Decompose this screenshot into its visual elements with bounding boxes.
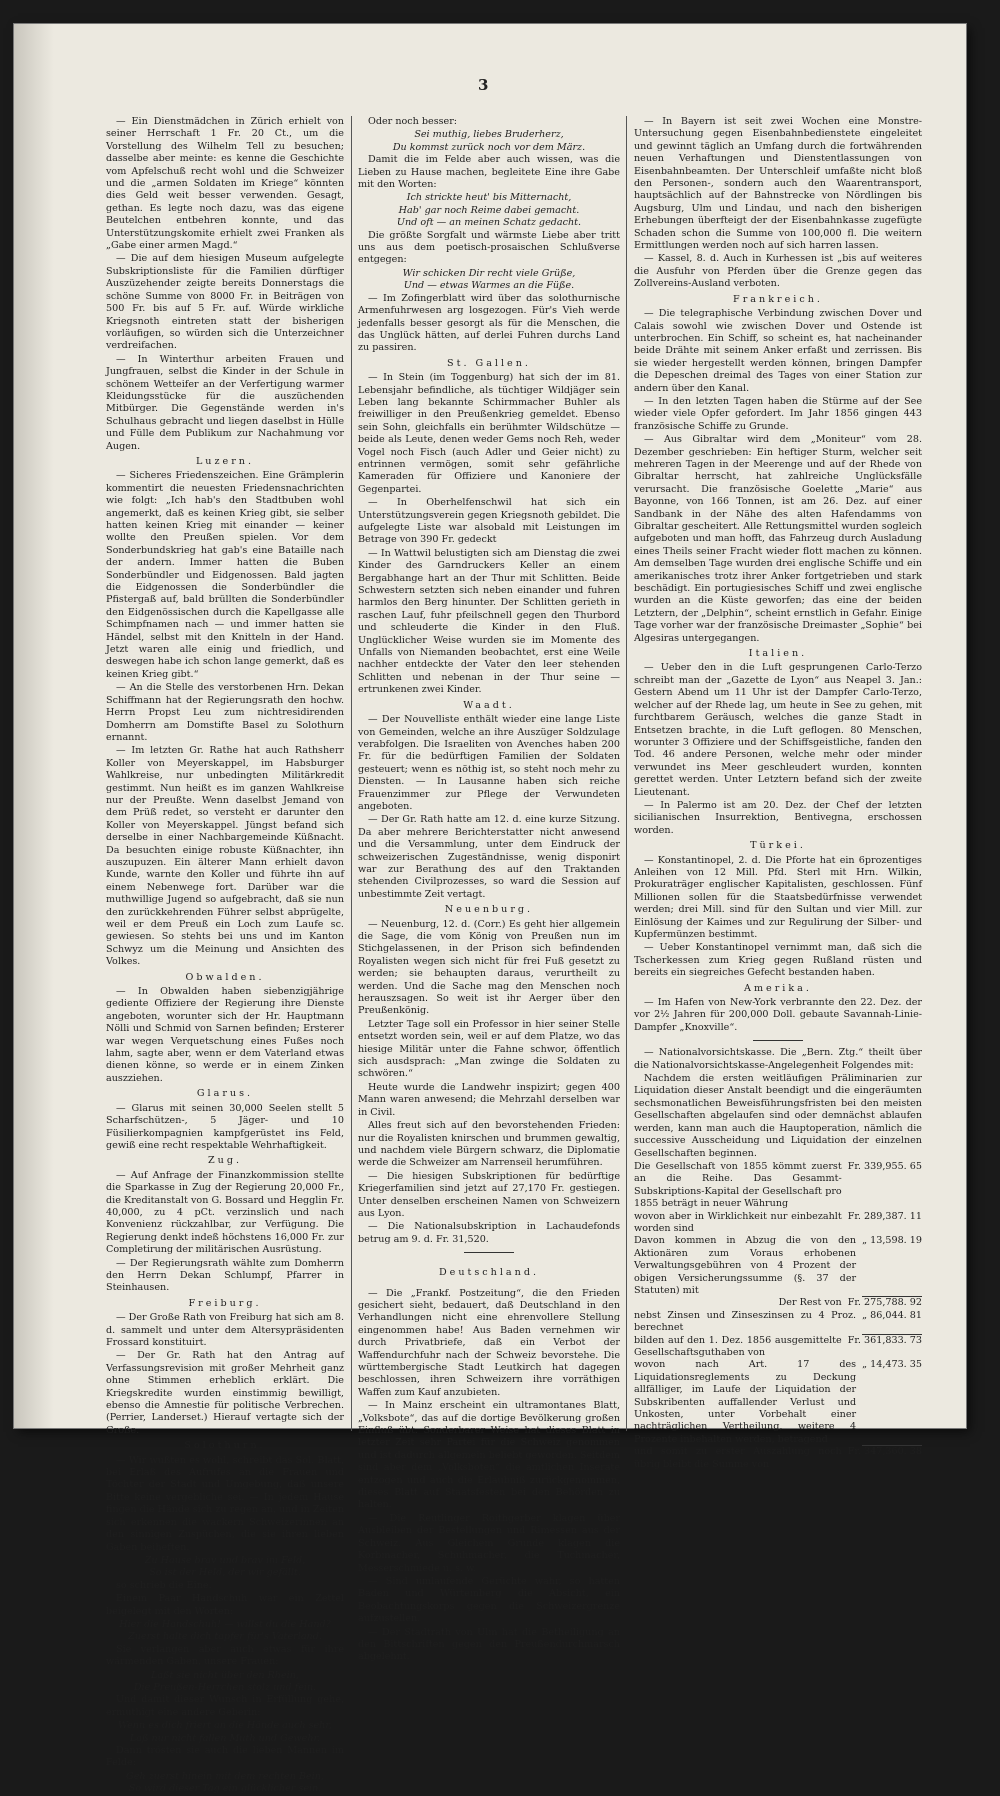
financial-label: Davon kommen in Abzug die von den Aktionären zum Voraus erhobenen Verwaltungsgebühren von 4 Prozent der obigen Versicherungssumme (§. 37 der Statuten) mit [634, 1235, 857, 1296]
section-heading-freiburg: Freiburg. [188, 1297, 262, 1309]
article-paragraph: — Der Gr. Rath hatte am 12. d. eine kurze Sitzung. Da aber mehrere Berichterstatter nicht anwesend und die Versammlung, unter dem Eindruck der schweizerischen Zugeständnisse, wenig disponirt war zur Berathung des auf den Traktanden stehenden Civilprozesses, so ward die Session auf unbestimmte Zeit vertagt. [358, 814, 620, 900]
verse-line: Laßt sie nicht über den Rhein, [151, 1669, 299, 1681]
article-paragraph: — In Oberhelfenschwil hat sich ein Unterstützungsverein gegen Kriegsnoth gebildet. Die aufgelegte Liste war alsobald mit Leistungen im Betrage von 390 Fr. gedeckt [358, 497, 620, 546]
verse-line: Zuerst halte dich tapfer für's Vaterland. [128, 1631, 322, 1643]
financial-row [634, 1161, 922, 1211]
article-paragraph: — In Palermo ist am 20. Dez. der Chef der letzten sicilianischen Insurrektion, Bentivegna, erschossen worden. [634, 799, 922, 836]
page-number: 3 [478, 76, 489, 94]
article-paragraph: — In Mainz erscheint ein ultramontanes Blatt, „Volksbote“, das auf die dortige Bevölkerung großen Einfluß übt. Sonderbarer Weise hat dieses Blatt in letzter Zeit sehr Partei für die Schweiz genommen und ist dadurch allgemein beliebt geworden. Seitdem sind aber dem „Volksboten“ die amtlichen Inserate entzogen und auch die Erlaubniß zurückgenommen, dieses Blatt auf Staatsfesten bei den Behörden zu halten. [358, 1400, 620, 1511]
verse-line: Sei muthig, liebes Bruderherz, [414, 129, 564, 141]
financial-label: und somit zu erster Auszahlung noch übrig bleibt die Summe von [634, 1446, 842, 1470]
financial-label: nebst Zinsen und Zinseszinsen zu 4 Proz. berechnet [634, 1309, 857, 1334]
section-heading-solothurn: Solothurn. [184, 1440, 266, 1452]
article-paragraph: — In Obwalden haben siebenzigjährige gediente Offiziere der Regierung ihre Dienste angeboten, worunter sich der Hr. Hauptmann Nölli und Schmid von Sarnen befinden; Ersterer war wegen Verquetschung eines Fußes noch lahm, sagte aber, wenn er dem Vaterland etwas dienen könne, so werde er in einem Zinken auszziehen. [106, 986, 344, 1084]
article-paragraph: — Nationalvorsichtskasse. Die „Bern. Ztg.“ theilt über die Nationalvorsichtskasse-Angelegenheit Folgendes mit: [634, 1047, 922, 1071]
verse-line: Ich strickte heut' bis Mitternacht, [406, 192, 572, 204]
article-paragraph: — In Bayern ist seit zwei Wochen eine Monstre-Untersuchung gegen Eisenbahnbedienstete eingeleitet und gewinnt täglich an Umfang durch die fortwährenden neuen Verhaftungen und Dienstentlassungen von Eisenbahnbeamten. Der Unterschleif umfaßte nicht bloß den Personen-, sondern auch den Waarentransport, hauptsächlich auf der Bahnstrecke von Nördlingen bis Augsburg, Ulm und Lindau, und nach den bisherigen Erhebungen überfteigt der der Eisenbahnkasse zugefügte Schaden schon die Summe von 100,000 fl. Die weitern Ermittlungen werden noch auf sich harren lassen. [634, 116, 922, 252]
article-paragraph: — Der Große Rath von Freiburg hat sich am 8. d. sammelt und unter dem Altersypräsidenten Frossard konstituirt. [106, 1312, 344, 1348]
column-rule-2 [626, 116, 627, 1431]
section-heading-frankreich: Frankreich. [733, 293, 823, 305]
article-paragraph: Oder noch besser: [368, 116, 458, 127]
financial-amount: Fr. 347,360. 38 [847, 1446, 922, 1458]
article-paragraph: — Im letzten Gr. Rathe hat auch Rathsherr Koller von Meyerskappel, im Habsburger Wahlkreise, nur unbedingten Militärkredit gestimmt. Nun heißt es im ganzen Wahlkreise nur der Preußte. Wenn daselbst Jemand von dem Prüß redet, so versteht er darunter den Koller von Meyerskappel. Jüngst befand sich derselbe in einer Nachbargemeinde Küßnacht. Da besuchten einige robuste Küßnachter, ihn auszupuzen. Ein älterer Mann erhielt davon Kunde, warnte den Koller und führte ihn auf einem Nebenwege fort. Darüber war die muthwillige Jugend so aufgebracht, daß sie nun den zurückkehrenden Führer selbst abprügelte, weil er dem Preuß ein Loch zum Laufe sc. gewiesen. So stehts bei uns und im Kanton Schwyz um die Meinung und Ansichten des Volkes. [106, 745, 344, 968]
financial-amount: Fr. 275,788. 92 [847, 1297, 922, 1309]
article-paragraph: — Die hiesigen Subskriptionen für bedürftige Kriegerfamilien sind jetzt auf 27,170 Fr. gestiegen. Unter denselben erscheinen Namen von Schweizern aus Lyon. [358, 1170, 620, 1219]
verse-line: Hier die Handschuh! — willst du die Hand? [119, 1618, 331, 1630]
financial-row [634, 1335, 922, 1360]
section-heading-st-gallen: St. Gallen. [447, 357, 531, 369]
article-paragraph: — Ueber Konstantinopel vernimmt man, daß sich die Tscherkessen zum Krieg gegen Rußland rüsten und bereits ein siegreiches Gefecht bestanden haben. [634, 942, 922, 979]
verse-line: So wird dieser Tag ein glücklicher sein. [128, 1783, 322, 1795]
article-paragraph: — Der Stadtrath von Ulm hat die Betheiligung an den Bittschriften gegen den Preußendurchmarsch abgelehnt. [358, 1626, 620, 1663]
article-paragraph: — Der Gr. Rath hat den Antrag auf Verfassungsrevision mit großer Mehrheit ganz ohne Stimmen erheblich erklärt. Die Kriegskredite wurden einstimmig bewilligt, ebenso die Amnestie für politische Verbrechen. (Perrier, Landerset.) Hierauf vertagte sich der Große. [106, 1350, 344, 1436]
column-3 [634, 116, 922, 1470]
article-paragraph: Damit die im Felde aber auch wissen, was die Lieben zu Hause machen, begleitete Eine ihre Gabe mit den Worten: [358, 154, 620, 191]
article-paragraph: Einem Paar Handschuh war ein Zettel beigelegt mit den Worten: [106, 1593, 344, 1617]
section-heading-neuenburg: Neuenburg. [444, 904, 534, 916]
article-paragraph: — Sicheres Friedenszeichen. Eine Grämplerin kommentirt die neuesten Friedensnachrichten wie folgt: „Ich hab's den Stadtbuben wohl angemerkt, daß es keinen Krieg gibt, sie selber hatten keinen Krieg mit einander — keiner wollte den Preußen spielen. Vor dem Sonderbundskrieg hat gab's eine Bataille nach der andern. Immer hatten die Buben Sonderbündler und Eidgenossen. Bald jagten die Eidgenossen die Sonderbündler die Pfistergaß auf, bald brüllten die Sonderbündler den Eidgenössischen durch die Kapellgasse alle Schimpfnamen nach — und immer hatten sie Händel, selbst mit den Knitteln in der Hand. Jetzt waren alle einig und friedlich, und deswegen habe ich schon lange gemerkt, daß es keinen Krieg gibt.“ [106, 470, 344, 680]
article-paragraph: — Die Nationalsubskription in Lachaudefonds betrug am 9. d. Fr. 31,520. [358, 1221, 620, 1245]
financial-row [634, 1446, 922, 1471]
article-paragraph: — Kassel, 8. d. Auch in Kurhessen ist „bis auf weiteres die Ausfuhr von Pferden über die Grenze gegen das Zollvereins-Ausland verboten. [634, 253, 922, 290]
article-paragraph: — Neuenburg, 12. d. (Corr.) Es geht hier allgemein die Sage, die vom König von Preußen nun im Stichgelassenen, in der Prison sich befindenden Royalisten wegen sich nicht für frei Fuß gesetzt zu werden; sie behaupten daraus, verurtheilt zu werden. Und die Sache mag den Menschen noch herauszsagen. So weit ist ihr Aerger über den Preußenkönig. [358, 918, 620, 1017]
article-paragraph: Und damit dieser Wunsch in Erfüllung gehe, ermuthigt eine andere Geberin: [106, 1694, 344, 1718]
article-paragraph: — Im Zofingerblatt wird über das solothurnische Armenfuhrwesen arg losgezogen. Für's Vieh werde jedenfalls besser gesorgt als für die Menschen, die das Unglück hätten, auf derlei Fuhren durchs Land zu passiren. [358, 292, 620, 354]
article-paragraph: so schrieb die Eine. [116, 1579, 212, 1591]
article-paragraph: Dann trösten sie auch die lieben Mannen im Felde: [106, 1745, 344, 1769]
newspaper-page [14, 24, 966, 1795]
section-heading-obwalden: Obwalden. [185, 971, 265, 983]
verse-line: So ist der Held, der wir gefällt. [149, 1567, 301, 1579]
section-divider [464, 1252, 514, 1253]
article-paragraph: — Aus Gibraltar wird dem „Moniteur“ vom 28. Dezember geschrieben: Ein heftiger Sturm, welcher seit mehreren Tagen in der Meerenge und auf der Rhede von Gibraltar herrscht, hat zahlreiche Unglücksfälle verursacht. Die französische Goelette „Marie“ aus Bayonne, von 166 Tonnen, ist am 26. Dez. auf einer Sandbank in der Nähe des alten Hafendamms von Gibraltar gescheitert. Alle Rettungsmittel wurden sogleich aufgeboten und man hofft, das Fahrzeug durch Ausladung eines Theils seiner Fracht wieder flott machen zu können. Am demselben Tage wurden drei englische Schiffe und ein amerikanisches trotz ihrer Anker fortgetrieben und stark beschädigt. Ein portugiesisches Schiff und zwei englische wurden an die Küste geworfen; das eine der beiden Letztern, der „Delphin“, scheint ernstlich in Gefahr. Einige Tage vorher war der französische Dreimaster „Sophie“ bei Algesiras untergegangen. [634, 434, 922, 644]
financial-label: Die Gesellschaft von 1855 kömmt zuerst an die Reihe. Das Gesammt-Subskriptions-Kapital der Gesellschaft pro 1855 beträgt in neuer Währung [634, 1160, 842, 1210]
article-paragraph: — In den letzten Tagen haben die Stürme auf der See wieder viele Opfer gefordert. Im Jahr 1856 gingen 443 französische Schiffe zu Grunde. [634, 395, 922, 432]
financial-amount: Fr. 289,387. 11 [847, 1210, 922, 1222]
section-heading-zug: Zug. [207, 1155, 243, 1167]
verse-line: Geh zuerst hinein mit dem rechten Bein, [126, 1770, 324, 1782]
article-paragraph: Alles freut sich auf den bevorstehenden Frieden: nur die Royalisten knirschen und brummen gewaltig, und nachdem viele Bürgern schwarz, die Diplomatie werde die Schweizer am Narrenseil herumführen. [358, 1120, 620, 1169]
article-paragraph: — Der Nouvelliste enthält wieder eine lange Liste von Gemeinden, welche an ihre Auszüger Soldzulage verabfolgen. Die Israeliten von Avenches haben 200 Fr. für die bedürftigen Familien der Soldaten gesteuert; wenn es nöthig ist, so steht noch mehr zu Diensten. — In Lausanne haben sich reiche Frauenzimmer zur Pflege der Verwundeten angeboten. [358, 714, 620, 812]
article-paragraph: — Der Regierungsrath wählte zum Domherrn den Herrn Dekan Schlumpf, Pfarrer in Steinhausen. [106, 1257, 344, 1294]
article-paragraph: — Auf Anfrage der Finanzkommission stellte die Sparkasse in Zug der Regierung 20,000 Fr., die Kreditanstalt von G. Bossard und Hegglin Fr. 40,000, zu 4 pCt. verzinslich und nach Konvenienz rückzahlbar, zur Verfügung. Die Regierung denkt indeß höchstens 16,000 Fr. zur Completirung der militärischen Ausrüstung. [106, 1169, 344, 1256]
article-paragraph: Sie verlangen aber auch etwas für ihre wärmenden Gaben, unsere Frauen: [106, 1643, 344, 1668]
article-paragraph: — In Winterthur arbeiten Frauen und Jungfrauen, selbst die Kinder in der Schule in schönem Wetteifer an der Verfertigung warmer Kleidungsstücke für die auszüchenden Mitbürger. Die Gegenstände werden in's Schulhaus gebracht und liegen daselbst in Hülle und Fülle dem Publikum zur Nachahmung vor Augen. [106, 353, 344, 452]
verse-line: Wenn es dich friert an die Hände auch sehr, [118, 1720, 332, 1732]
column-rule-1 [351, 116, 352, 1431]
article-paragraph: — Die Reutlinger Roithgerber klagen über Ausbleiben der Bestellungen und Rimessen aus der Schweiz. Aus Gleichem Grunde klagen die Korbmacher, Schuhmacher, die Tuchmacher, Messerschmiede u. s. w. [358, 1512, 620, 1574]
article-paragraph: Heute wurde die Landwehr inspizirt; gegen 400 Mann waren anwesend; die Mehrzahl derselben war in Civil. [358, 1081, 620, 1118]
article-paragraph: Letzter Tage soll ein Professor in hier seiner Stelle entsetzt worden sein, weil er auf dem Platze, wo das hiesige Militär unter die Fahne schwor, öffentlich sich ausdsprach: „Man zwinge die Soldaten zu schwören.“ [358, 1018, 620, 1080]
financial-label: bilden auf den 1. Dez. 1856 ausgemittelte Gesellschaftsguthaben von [634, 1334, 842, 1358]
section-divider [753, 1040, 803, 1041]
financial-row [634, 1297, 922, 1309]
article-paragraph: — In Stein (im Toggenburg) hat sich der im 81. Lebensjahr befindliche, als tüchtiger Wildjäger sein Leben lang bekannte Schirmmacher Buhler als freiwilliger in den Preußenkrieg gemeldet. Ebenso sein Sohn, gleichfalls ein berühmter Wildschütze — beide als Leute, denen weder Gems noch Reh, weder Vogel noch Fisch (auch Adler und Geier nicht) zu entrinnen vermögen, somit sehr gefährliche Kameraden für Offiziere und Kanoniere der Gegenpartei. [358, 372, 620, 495]
page-gutter-shadow [14, 24, 54, 1428]
article-paragraph: — Die telegraphische Verbindung zwischen Dover und Calais sowohl wie zwischen Dover und Ostende ist unterbrochen. Ein Schiff, so scheint es, hat nacheinander beide Drähte mit seinem Anker erfaßt und zerrissen. Bis sie wieder hergestellt werden können, bringen Dampfer die Depeschen dreimal des Tages von einer Station zur andern über den Kanal. [634, 308, 922, 394]
financial-row [634, 1359, 922, 1446]
column-1 [106, 116, 344, 1795]
verse-line: Und oft — an meinen Schatz gedacht. [396, 217, 582, 229]
financial-statement [634, 1161, 922, 1471]
article-paragraph: — Glarus mit seinen 30,000 Seelen stellt 5 Scharfschützen-, 5 Jäger- und 10 Füsilierkompagnien kampfgerüstet ins Feld, gewiß eine recht respektable Wehrhaftigkeit. [106, 1102, 344, 1151]
verse-line: Du kommst zurück noch vor dem März. [392, 141, 586, 153]
section-heading-amerika: Amerika. [744, 982, 812, 994]
article-paragraph: — Konstantinopel, 2. d. Die Pforte hat ein 6prozentiges Anleihen von 12 Mill. Pfd. Sterl mit Hrn. Wilkin, Prokuraträger englischer Kapitalisten, geschlossen. Fünf Millionen sollen für die Staatsbedürfnisse verwendet werden; drei Mill. sind für den Sultan und vier Mill. zur Einlösung der Kaimes und zur Regulirung der Silber- und Kupfermünzen bestimmt. [634, 854, 922, 940]
financial-amount: „ 86,044. 81 [862, 1310, 922, 1335]
article-paragraph: — Im Hafen von New-York verbrannte den 22. Dez. der vor 2½ Jahren für 200,000 Doll. gebaute Savannah-Linie-Dampfer „Knoxville“. [634, 997, 922, 1033]
financial-row [634, 1211, 922, 1236]
section-heading-deutschland: Deutschland. [438, 1267, 540, 1279]
verse-line: Die Preußen-Herrchen stolz und fein. [133, 1681, 317, 1693]
section-heading-luzern: Luzern. [195, 455, 255, 467]
financial-amount: Fr. 339,955. 65 [847, 1160, 922, 1172]
section-heading-italien: Italien. [748, 648, 808, 660]
financial-label: wovon aber in Wirklichkeit nur einbezahlt worden sind [634, 1210, 842, 1234]
section-heading-tuerkei: Türkei. [750, 840, 806, 852]
financial-row [634, 1310, 922, 1335]
verse-line: Zu Hause brav und brav im Feld, [144, 1554, 306, 1566]
verse-line: Und — etwas Warmes an die Füße. [403, 280, 575, 292]
article-paragraph: — Wir wußten es wohl, schreibt das Sol. Blatt, bei Erlaß des Aufrufes an die Frauen und Töchter der Stadt und Umgebung, daß unsere Bitte keine vergebliche sei. — In jedem Hause fingen die Hände sich zu regen an, und in Zeiten sich erkennen die wackern Schweizerinnen an den sinnigen Zuspüchen, die sie ihren lieben Gaben beiheften. [106, 1454, 344, 1553]
financial-row [634, 1235, 922, 1297]
financial-amount: Fr. 361,833. 73 [847, 1334, 922, 1346]
financial-amount: „ 14,473. 35 [862, 1359, 922, 1446]
article-paragraph: — Die „Frankf. Postzeitung“, die den Frieden gesichert sieht, bedauert, daß Deutschland in den Verhandlungen nicht eine ehrenvollere Stellung eingenommen habe! Aus Baden vernehmen wir durch Privatbriefe, daß ein Verbot der Waffendurchfuhr nach der Schweiz bevorstehe. Die württembergische Stadt Leutkirch hat dagegen beschlossen, ihren Schweizern ihre vorräthigen Waffen zum Kauf anzubieten. [358, 1287, 620, 1398]
financial-label: wovon nach Art. 17 des Liquidationsreglements zu Deckung allfälliger, im Laufe der Liquidation der Subskribenten auffallender Verlust und Unkosten, unter Vorbehalt einer nachträglichen Vertheilung, weitere 4 Prozente inbehalten werden, betragend [634, 1359, 857, 1445]
verse-line: Laß nur nicht fallen Muth und Gewehr. [129, 1732, 321, 1744]
financial-amount: „ 13,598. 19 [862, 1235, 922, 1297]
financial-label: Der Rest von [778, 1297, 842, 1309]
verse-line: Hab' gar noch Reime dabei gemacht. [398, 204, 580, 216]
article-paragraph: Nachdem die ersten weitläufigen Präliminarien zur Liquidation dieser Anstalt beendigt und die eingeräumten sechsmonatlichen Beweisführungsfristen bei den meisten Gesellschaften abgelaufen sind oder demnächst ablaufen werden, kann man auch die Hauptoperation, nämlich die successive Ausscheidung und Liquidation der einzelnen Gesellschaften beginnen. [634, 1073, 922, 1159]
article-paragraph: — Ein Dienstmädchen in Zürich erhielt von seiner Herrschaft 1 Fr. 20 Ct., um die Vorstellung des Wilhelm Tell zu besuchen; dasselbe aber meinte: es kenne die Geschichte vom Apfelschuß recht wohl und die Schweizer und die „armen Soldaten im Kriege“ könnten dies Geld weit besser verwenden. Gesagt, gethan. Es legte noch dazu, was das eigene Beutelchen entbehren konnte, und das Unterstützungskomite erhielt zwei Franken als „Gabe einer armen Magd.“ [106, 116, 344, 252]
verse-line: Wir schicken Dir recht viele Grüße, [402, 267, 576, 279]
column-2 [358, 116, 620, 1663]
article-paragraph: — Sind umlaufende Gerüchte wahr, so hatten Baden und Würtemberg die Absicht, ein Beobachtungskorps gegen die Schweizergrenze aufzustellen. [358, 1575, 620, 1625]
article-paragraph: — Ueber den in die Luft gesprungenen Carlo-Terzo schreibt man der „Gazette de Lyon“ aus Neapel 3. Jan.: Gestern Abend um 11 Uhr ist der Dampfer Carlo-Terzo, welcher auf der Rhede lag, um heute in See zu gehen, mit furchtbarem Geräusch, welches die ganze Stadt in Entsetzen brachte, in die Luft geflogen. 80 Menschen, worunter 3 Offiziere und der Schiffsgeistliche, fanden den Tod. 46 andere Personen, welche mehr oder minder verwundet ins Meer geschleudert wurden, konnten gerettet werden. Unter Letztern befand sich der zweite Lieutenant. [634, 662, 922, 798]
article-paragraph: — Die auf dem hiesigen Museum aufgelegte Subskriptionsliste für die Familien dürftiger Auszüzehender zeigte bereits Donnerstags die schöne Summe von 8000 Fr. in Beiträgen von 500 Fr. bis auf 5 Fr. auf. Würde wirkliche Kriegsnoth eintreten statt der bisherigen vorläufigen, so würden sich die Unterzeichner verdreifachen. [106, 253, 344, 352]
article-paragraph: — An die Stelle des verstorbenen Hrn. Dekan Schiffmann hat der Regierungsrath den hochw. Herrn Propst Leu zum nichtresidirenden Domherrn am Domstifte Basel zu Solothurn ernannt. [106, 682, 344, 743]
article-paragraph: — In Wattwil belustigten sich am Dienstag die zwei Kinder des Garndruckers Keller an einem Bergabhange hart an der Thur mit Schlitten. Beide Schwestern setzten sich neben einander und fuhren harmlos den Berg hinunter. Der Schlitten gerieth in raschen Lauf, fuhr pfeilschnell gegen den Thurbord und schleuderte die Kinder in den Fluß. Unglücklicher Weise wurden sie im Momente des Unfalls von Niemanden beobachtet, erst eine Weile nachher entdeckte der Vater den leer stehenden Schlitten und nebenan in der Thur seine — ertrunkenen zwei Kinder. [358, 547, 620, 696]
section-heading-waadt: Waadt. [463, 699, 515, 711]
article-paragraph: Die größte Sorgfalt und wärmste Liebe aber tritt uns aus dem poetisch-prosaischen Schlußverse entgegen: [358, 229, 620, 266]
section-heading-glarus: Glarus. [196, 1088, 254, 1100]
